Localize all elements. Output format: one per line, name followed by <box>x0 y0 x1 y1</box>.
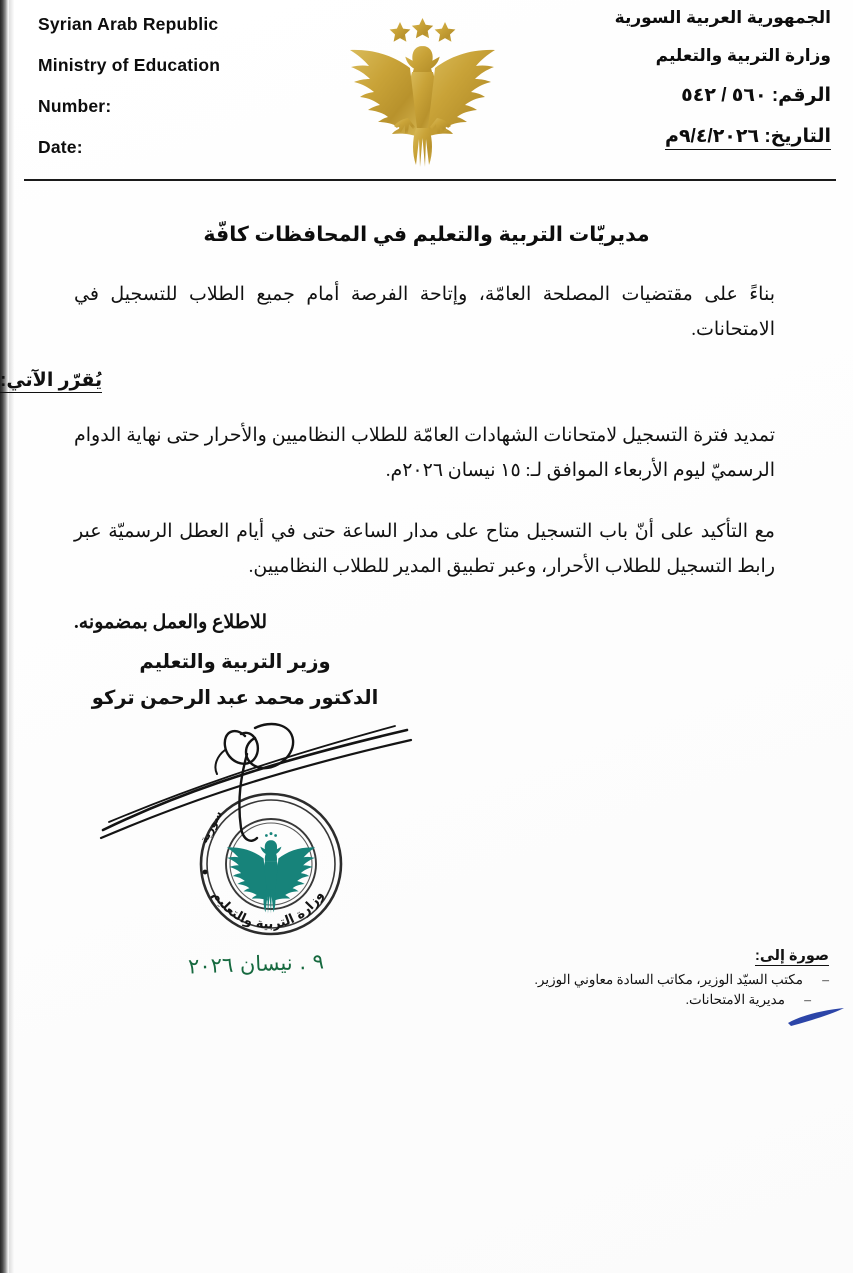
golden-eagle-emblem <box>330 10 515 175</box>
signatory-title: وزير التربية والتعليم <box>139 651 331 673</box>
cc-dash: – <box>804 992 811 1008</box>
closing-note: للاطلاع والعمل بمضمونه. <box>74 611 267 633</box>
header-arabic-block <box>531 8 831 168</box>
document-header <box>0 0 853 182</box>
document-body <box>0 182 853 634</box>
decision-paragraph-1: تمديد فترة التسجيل لامتحانات الشهادات العامّة للطلاب النظاميين والأحرار حتى نهاية الدوام الرسميّ ليوم الأربعاء الموافق لـ: ١٥ نيسان ٢٠٢٦م. <box>74 425 775 482</box>
stamp-side-text: سورية <box>197 808 226 846</box>
decide-heading <box>0 369 765 392</box>
page-title: مديريّات التربية والتعليم في المحافظات كافّة <box>203 223 650 246</box>
label-ministry-ar: وزارة التربية والتعليم <box>655 46 831 65</box>
cc-block <box>529 948 829 1011</box>
cc-list-item <box>529 970 829 990</box>
label-date-en: Date: <box>38 137 83 157</box>
document-date-row <box>531 125 831 150</box>
header-divider-rule <box>24 179 836 181</box>
cc-item-text: مديرية الامتحانات. <box>685 992 785 1008</box>
label-number-en: Number: <box>38 96 112 116</box>
document-number-label: الرقم: <box>771 85 831 106</box>
signatory-name: الدكتور محمد عبد الرحمن تركو <box>91 687 379 709</box>
label-ministry-en: Ministry of Education <box>38 55 221 75</box>
decision-paragraph-2: مع التأكيد على أنّ باب التسجيل متاح على مدار الساعة حتى في أيام العطل الرسميّة عبر رابط التسجيل للطلاب الأحرار، وعبر تطبيق المدير للطلاب النظاميين. <box>74 521 775 578</box>
preamble-paragraph: بناءً على مقتضيات المصلحة العامّة، وإتاحة الفرصة أمام جميع الطلاب للتسجيل في الامتحانات. <box>74 283 775 340</box>
official-stamp <box>176 778 366 943</box>
cc-dash: – <box>822 972 829 987</box>
decide-heading-text: يُقرّر الآتي: <box>0 370 103 392</box>
document-date-value: ٩/٤/٢٠٢٦م <box>665 126 760 147</box>
label-country-en: Syrian Arab Republic <box>38 14 219 34</box>
header-english-block <box>38 14 338 178</box>
cc-heading <box>529 948 829 964</box>
document-date-label: التاريخ: <box>764 126 831 147</box>
signature-block <box>0 650 470 710</box>
cc-item-text: مكتب السيّد الوزير، مكاتب السادة معاوني الوزير. <box>534 972 803 987</box>
cc-heading-text: صورة إلى: <box>755 948 829 964</box>
document-number-row <box>531 84 831 107</box>
handwritten-date: ٩ . نيسان ٢٠٢٦ <box>187 949 325 979</box>
cc-list-item <box>529 990 829 1010</box>
blue-pen-mark <box>786 1007 848 1029</box>
label-country-ar: الجمهورية العربية السورية <box>614 8 831 27</box>
stamp-bottom-text: وزارة التربية والتعليم <box>209 888 327 933</box>
document-number-value: ٥٦٠ / ٥٤٢ <box>681 85 767 106</box>
